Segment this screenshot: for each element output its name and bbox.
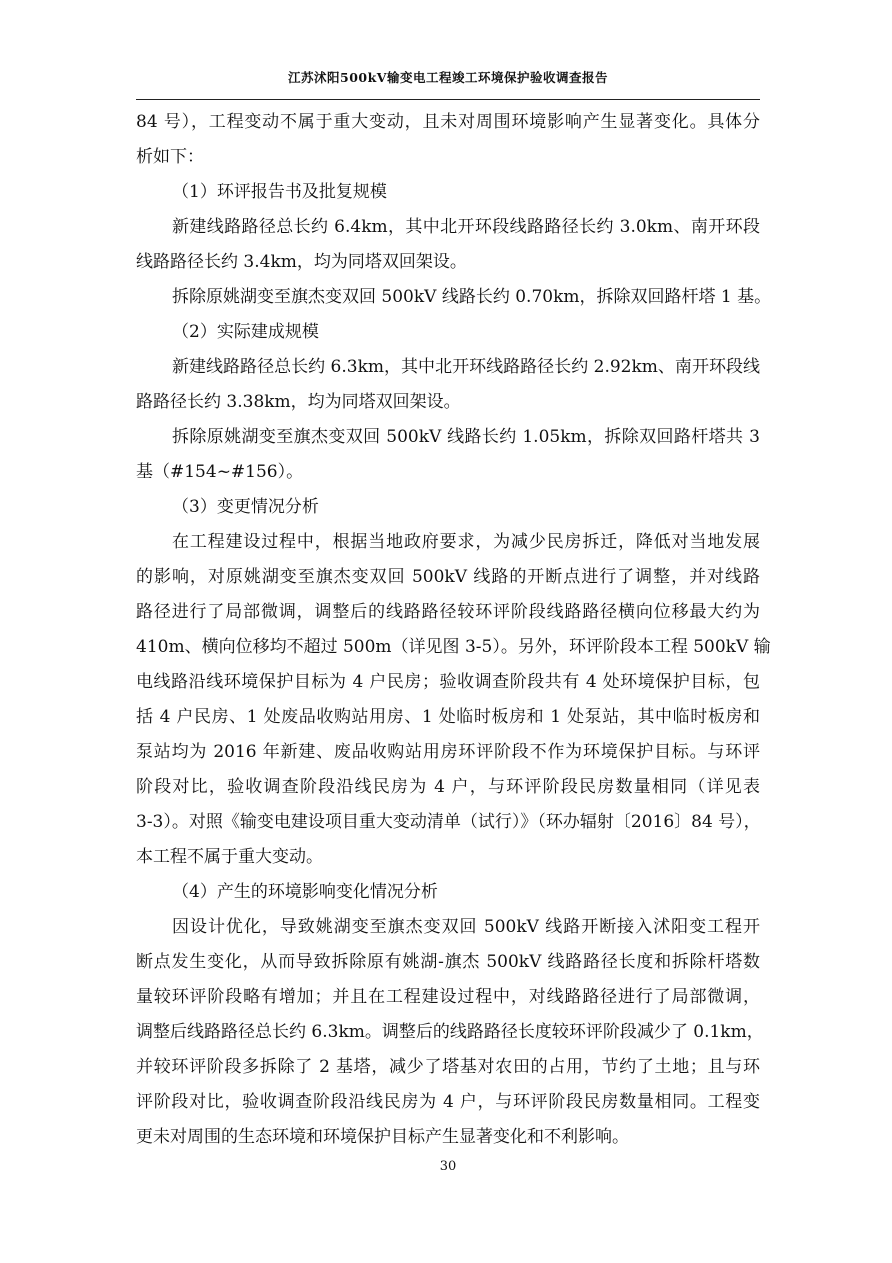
paragraph-line: 更未对周围的生态环境和环境保护目标产生显著变化和不利影响。 bbox=[136, 1127, 629, 1147]
section-heading: （1）环评报告书及批复规模 bbox=[172, 182, 387, 202]
paragraph-line: 3-3）。对照《输变电建设项目重大变动清单（试行）》（环办辐射〔2016〕84 号）， bbox=[136, 812, 761, 832]
paragraph-line: 本工程不属于重大变动。 bbox=[136, 847, 323, 867]
section-heading: （3）变更情况分析 bbox=[172, 497, 319, 517]
page-number: 30 bbox=[439, 1159, 457, 1174]
paragraph-line: 量较环评阶段略有增加；并且在工程建设过程中，对线路路径进行了局部微调， bbox=[136, 987, 760, 1007]
paragraph-line: 括 4 户民房、1 处废品收购站用房、1 处临时板房和 1 处泵站，其中临时板房和 bbox=[136, 707, 760, 727]
paragraph-line: 泵站均为 2016 年新建、废品收购站用房环评阶段不作为环境保护目标。与环评 bbox=[136, 742, 760, 762]
paragraph-line: 84 号），工程变动不属于重大变动，且未对周围环境影响产生显著变化。具体分 bbox=[136, 112, 760, 132]
paragraph-line: 断点发生变化，从而导致拆除原有姚湖-旗杰 500kV 线路路径长度和拆除杆塔数 bbox=[136, 952, 760, 972]
paragraph-line: 拆除原姚湖变至旗杰变双回 500kV 线路长约 1.05km，拆除双回路杆塔共 3 bbox=[172, 427, 760, 447]
page-header-title: 江苏沭阳500kV输变电工程竣工环境保护验收调查报告 bbox=[288, 70, 608, 85]
paragraph-line: 评阶段对比，验收调查阶段沿线民房为 4 户，与环评阶段民房数量相同。工程变 bbox=[136, 1092, 760, 1112]
paragraph-line: 路路径长约 3.38km，均为同塔双回架设。 bbox=[136, 392, 461, 412]
header-rule bbox=[136, 99, 760, 100]
paragraph-line: 路径进行了局部微调，调整后的线路路径较环评阶段线路路径横向位移最大约为 bbox=[136, 602, 760, 622]
paragraph-line: 线路路径长约 3.4km，均为同塔双回架设。 bbox=[136, 252, 467, 272]
section-heading: （4）产生的环境影响变化情况分析 bbox=[172, 882, 438, 902]
paragraph-line: 410m、横向位移均不超过 500m（详见图 3-5）。另外，环评阶段本工程 500kV 输 bbox=[136, 637, 771, 657]
paragraph-line: 新建线路路径总长约 6.4km，其中北开环段线路路径长约 3.0km、南开环段 bbox=[172, 217, 760, 237]
paragraph-line: 调整后线路路径总长约 6.3km。调整后的线路路径长度较环评阶段减少了 0.1km， bbox=[136, 1022, 764, 1042]
paragraph-line: 因设计优化，导致姚湖变至旗杰变双回 500kV 线路开断接入沭阳变工程开 bbox=[172, 917, 760, 937]
paragraph-line: 的影响，对原姚湖变至旗杰变双回 500kV 线路的开断点进行了调整，并对线路 bbox=[136, 567, 760, 587]
paragraph-line: 基（#154~#156）。 bbox=[136, 462, 304, 482]
paragraph-line: 新建线路路径总长约 6.3km，其中北开环线路路径长约 2.92km、南开环段线 bbox=[172, 357, 760, 377]
paragraph-line: 拆除原姚湖变至旗杰变双回 500kV 线路长约 0.70km，拆除双回路杆塔 1 基。 bbox=[172, 287, 772, 307]
section-heading: （2）实际建成规模 bbox=[172, 322, 319, 342]
paragraph-line: 阶段对比，验收调查阶段沿线民房为 4 户，与环评阶段民房数量相同（详见表 bbox=[136, 777, 760, 797]
paragraph-line: 电线路沿线环境保护目标为 4 户民房；验收调查阶段共有 4 处环境保护目标，包 bbox=[136, 672, 760, 692]
paragraph-line: 析如下： bbox=[136, 147, 204, 167]
paragraph-line: 在工程建设过程中，根据当地政府要求，为减少民房拆迁，降低对当地发展 bbox=[172, 532, 760, 552]
paragraph-line: 并较环评阶段多拆除了 2 基塔，减少了塔基对农田的占用，节约了土地；且与环 bbox=[136, 1057, 760, 1077]
